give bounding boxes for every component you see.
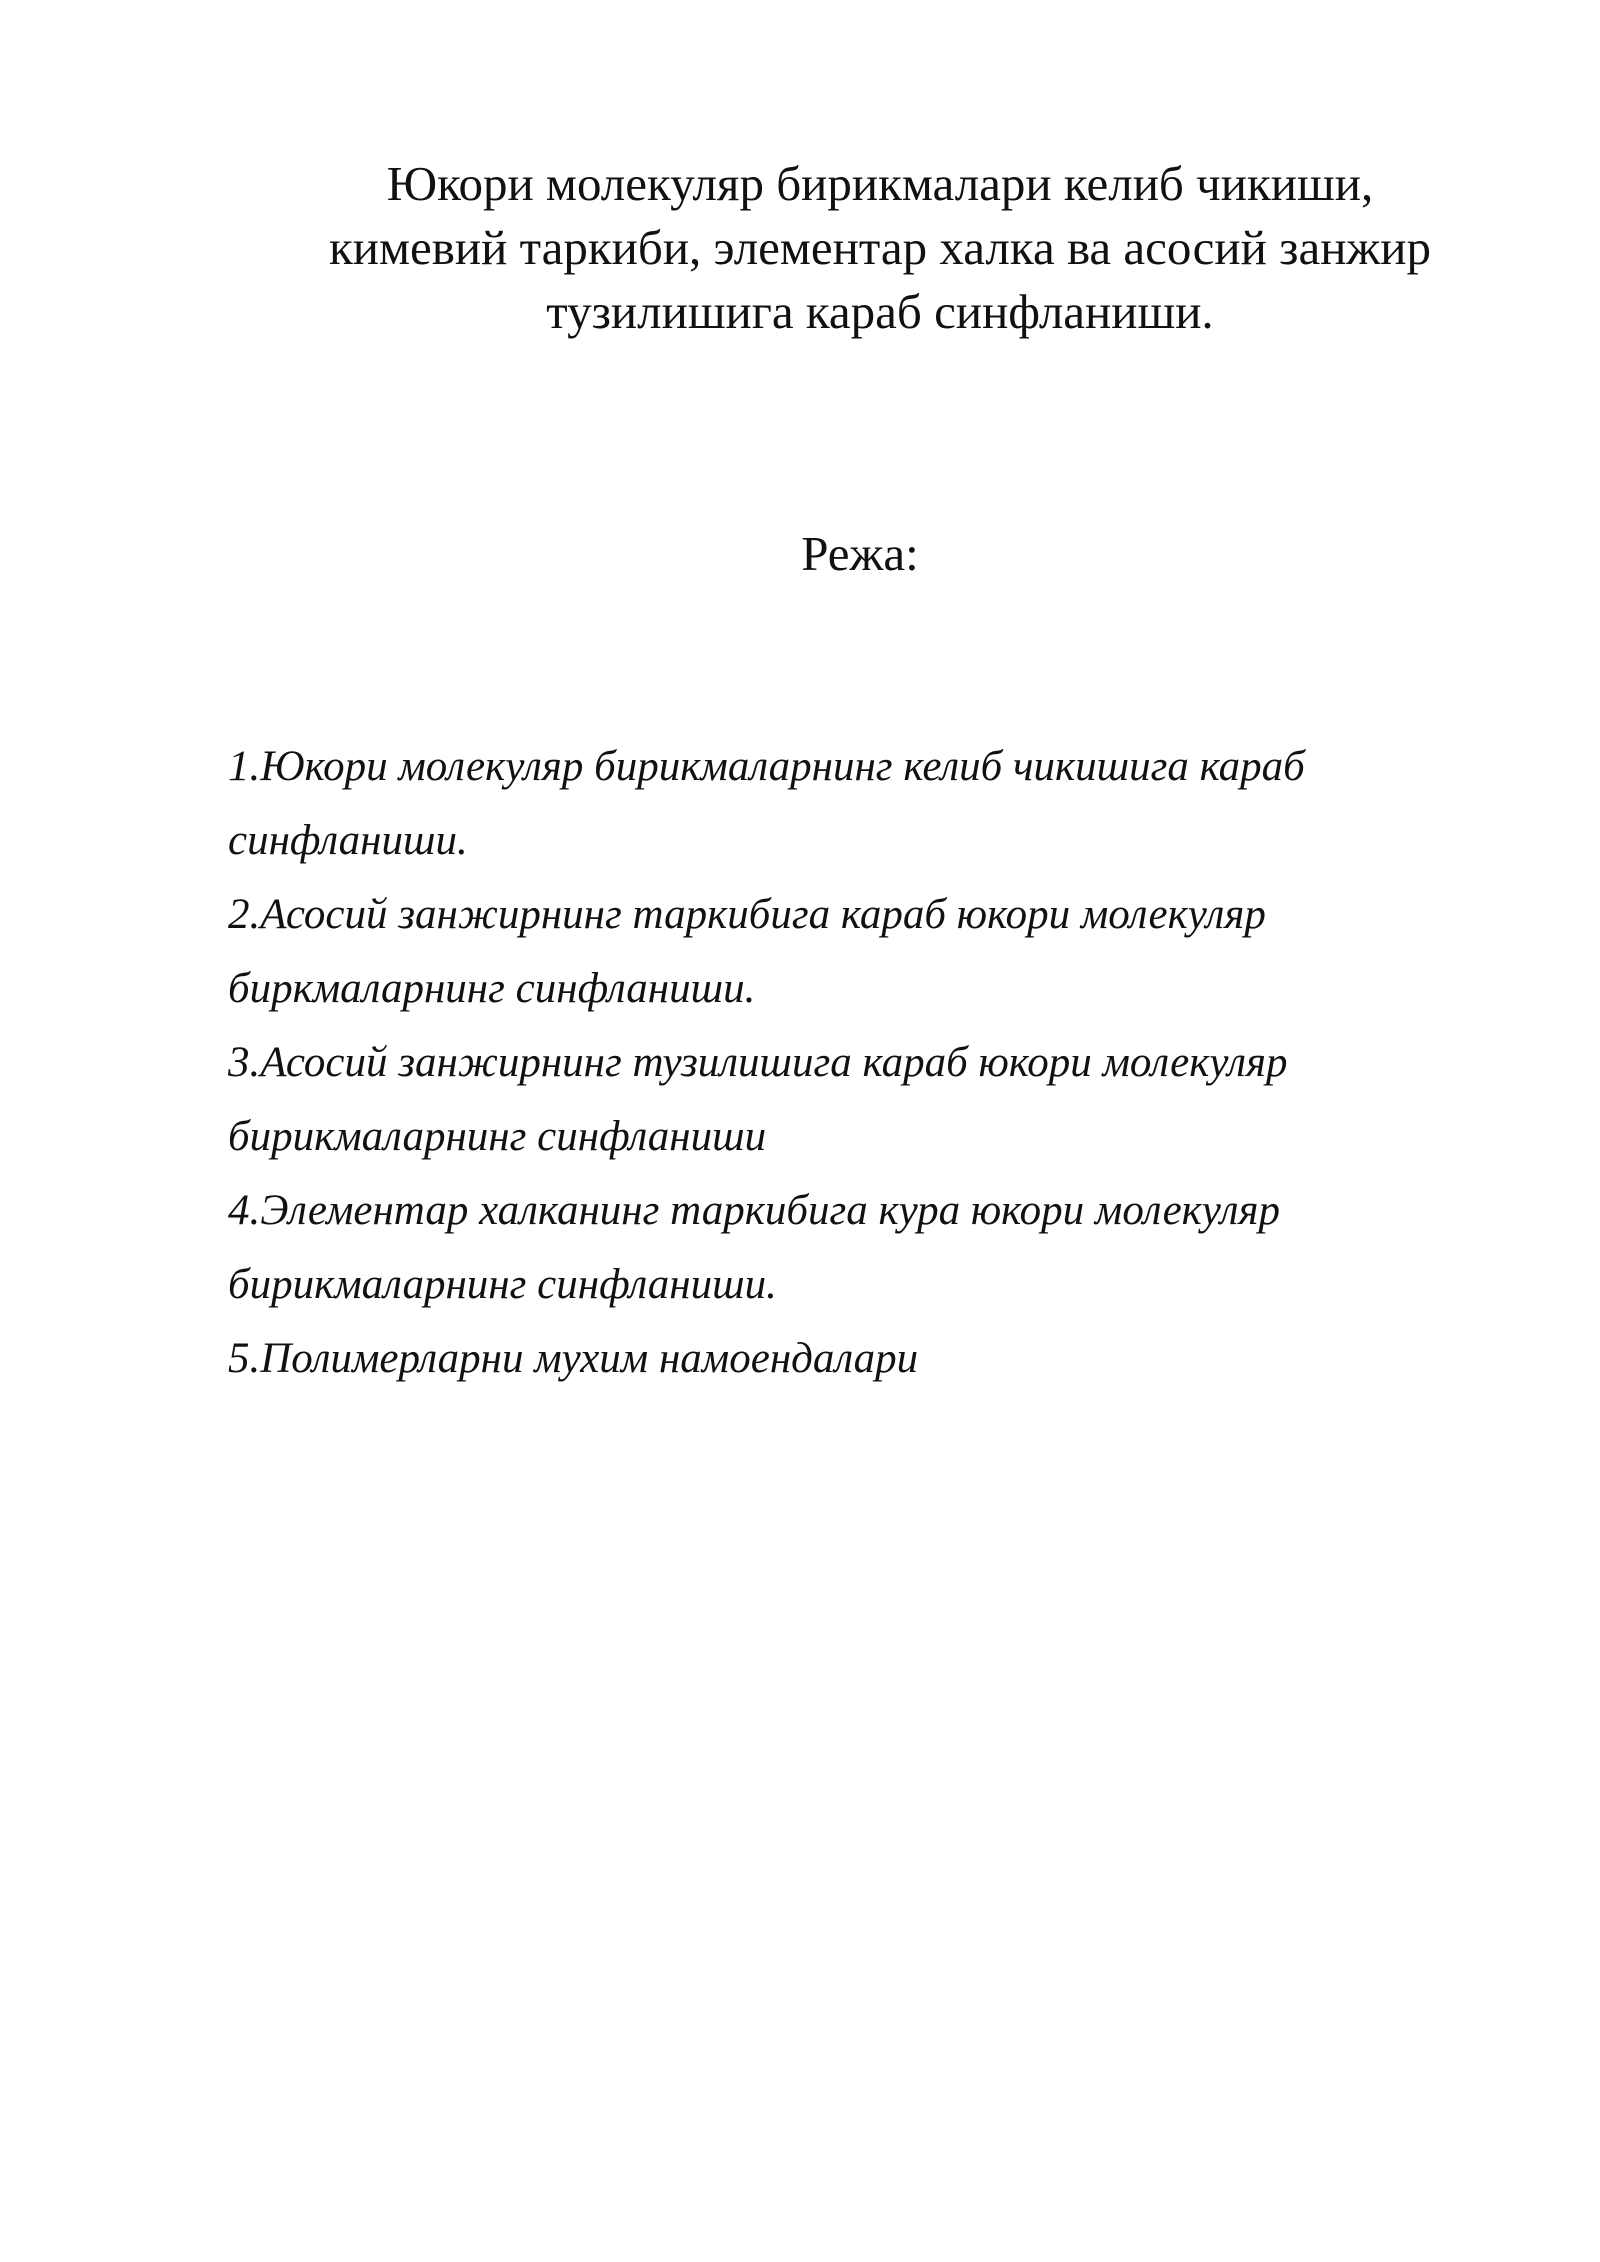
plan-item-text: бирикмаларнинг синфланиши. bbox=[228, 1261, 777, 1308]
title-line: тузилишига караб синфланиши. bbox=[546, 284, 1214, 339]
plan-item-5 bbox=[228, 1322, 1428, 1396]
plan-item-text: Юкори молекуляр бирикмаларнинг келиб чикишига караб bbox=[260, 743, 1305, 790]
plan-item-line bbox=[228, 1174, 1428, 1248]
plan-item-text: биркмаларнинг синфланиши. bbox=[228, 965, 756, 1012]
plan-item-line bbox=[228, 878, 1428, 952]
plan-item-number: 4. bbox=[228, 1187, 261, 1234]
plan-item-1 bbox=[228, 730, 1428, 878]
plan-item-text: Асосий занжирнинг таркибига караб юкори молекуляр bbox=[260, 891, 1266, 938]
plan-item-text: синфланиши. bbox=[228, 817, 468, 864]
plan-list bbox=[228, 730, 1428, 1396]
document-title bbox=[230, 152, 1530, 344]
title-line: Юкори молекуляр бирикмалари келиб чикиши, bbox=[386, 156, 1374, 211]
plan-item-3 bbox=[228, 1026, 1428, 1174]
plan-item-number: 2. bbox=[228, 891, 261, 938]
plan-item-text: бирикмаларнинг синфланиши bbox=[228, 1113, 767, 1160]
plan-item-line bbox=[228, 1026, 1428, 1100]
plan-heading: Режа: bbox=[801, 526, 919, 581]
plan-item-4 bbox=[228, 1174, 1428, 1322]
plan-item-number: 5. bbox=[228, 1335, 261, 1382]
plan-item-number: 1. bbox=[228, 743, 261, 790]
plan-item-line bbox=[228, 730, 1428, 804]
plan-item-text: Полимерларни мухим намоендалари bbox=[260, 1335, 919, 1382]
title-line: кимевий таркиби, элементар халка ва асосий занжир bbox=[329, 220, 1431, 275]
plan-item-number: 3. bbox=[228, 1039, 261, 1086]
plan-item-text: Асосий занжирнинг тузилишига караб юкори молекуляр bbox=[260, 1039, 1288, 1086]
plan-item-2 bbox=[228, 878, 1428, 1026]
plan-item-line bbox=[228, 1322, 1428, 1396]
plan-item-text: Элементар халканинг таркибига кура юкори молекуляр bbox=[260, 1187, 1280, 1234]
